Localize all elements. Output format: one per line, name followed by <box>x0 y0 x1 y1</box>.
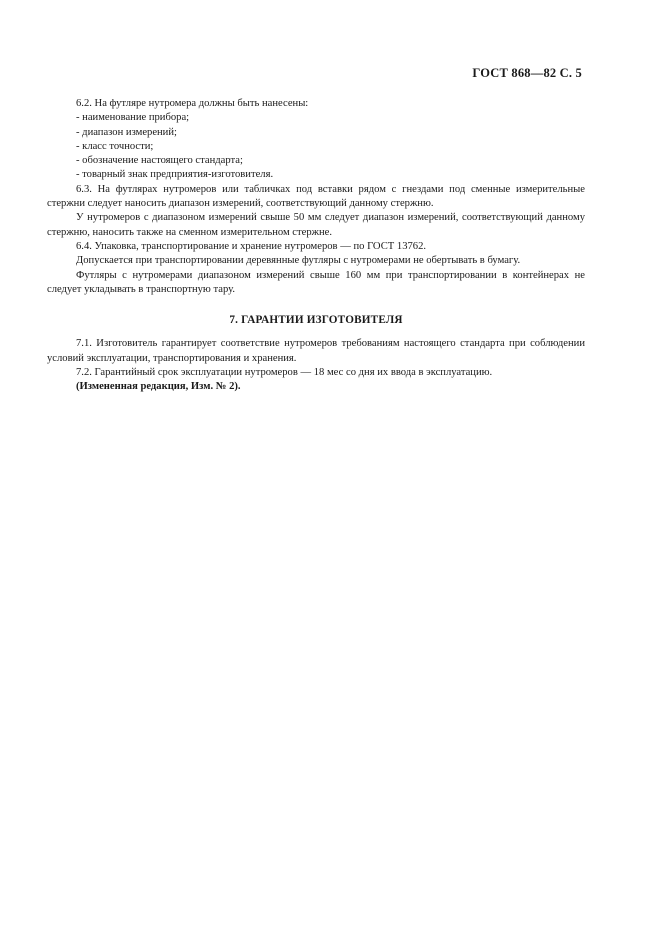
paragraph-7-2: 7.2. Гарантийный срок эксплуатации нутромеров — 18 мес со дня их ввода в эксплуатацию. <box>76 367 493 379</box>
amendment-note: (Измененная редакция, Изм. № 2). <box>76 381 241 393</box>
paragraph-6-4: 6.4. Упаковка, транспортирование и хранение нутромеров — по ГОСТ 13762. <box>76 240 427 252</box>
list-item: - наименование прибора; <box>76 112 190 124</box>
paragraph-6-3-cont: У нутромеров с диапазоном измерений свыше 50 мм следует диапазон измерений, соответствующий данному стержню, наносить также на сменном измерительном стержне. <box>47 212 585 238</box>
page-header: ГОСТ 868—82 С. 5 <box>472 66 582 80</box>
marking-list <box>47 111 585 182</box>
paragraph-6-4-cont2: Футляры с нутромерами диапазоном измерений свыше 160 мм при транспортировании в контейнерах не следует укладывать в транспортную тару. <box>47 269 585 295</box>
paragraph-6-3: 6.3. На футлярах нутромеров или табличках под вставки рядом с гнездами под сменные измерительные стержни следует наносить диапазон измерений, соответствующий данному стержню. <box>47 183 585 210</box>
paragraph-7-1: 7.1. Изготовитель гарантирует соответствие нутромеров требованиям настоящего стандарта при соблюдении условий эксплуатации, транспортирования и хранения. <box>47 338 585 364</box>
document-body <box>47 97 585 395</box>
list-item: - класс точности; <box>76 140 154 152</box>
paragraph-6-4-cont: Допускается при транспортировании деревянные футляры с нутромерами не обертывать в бумагу. <box>76 255 521 267</box>
section-7-title: 7. ГАРАНТИИ ИЗГОТОВИТЕЛЯ <box>229 314 403 327</box>
list-item: - диапазон измерений; <box>76 126 177 138</box>
paragraph-6-2: 6.2. На футляре нутромера должны быть нанесены: <box>76 98 309 109</box>
list-item: - обозначение настоящего стандарта; <box>76 155 243 167</box>
list-item: - товарный знак предприятия-изготовителя. <box>76 169 274 181</box>
